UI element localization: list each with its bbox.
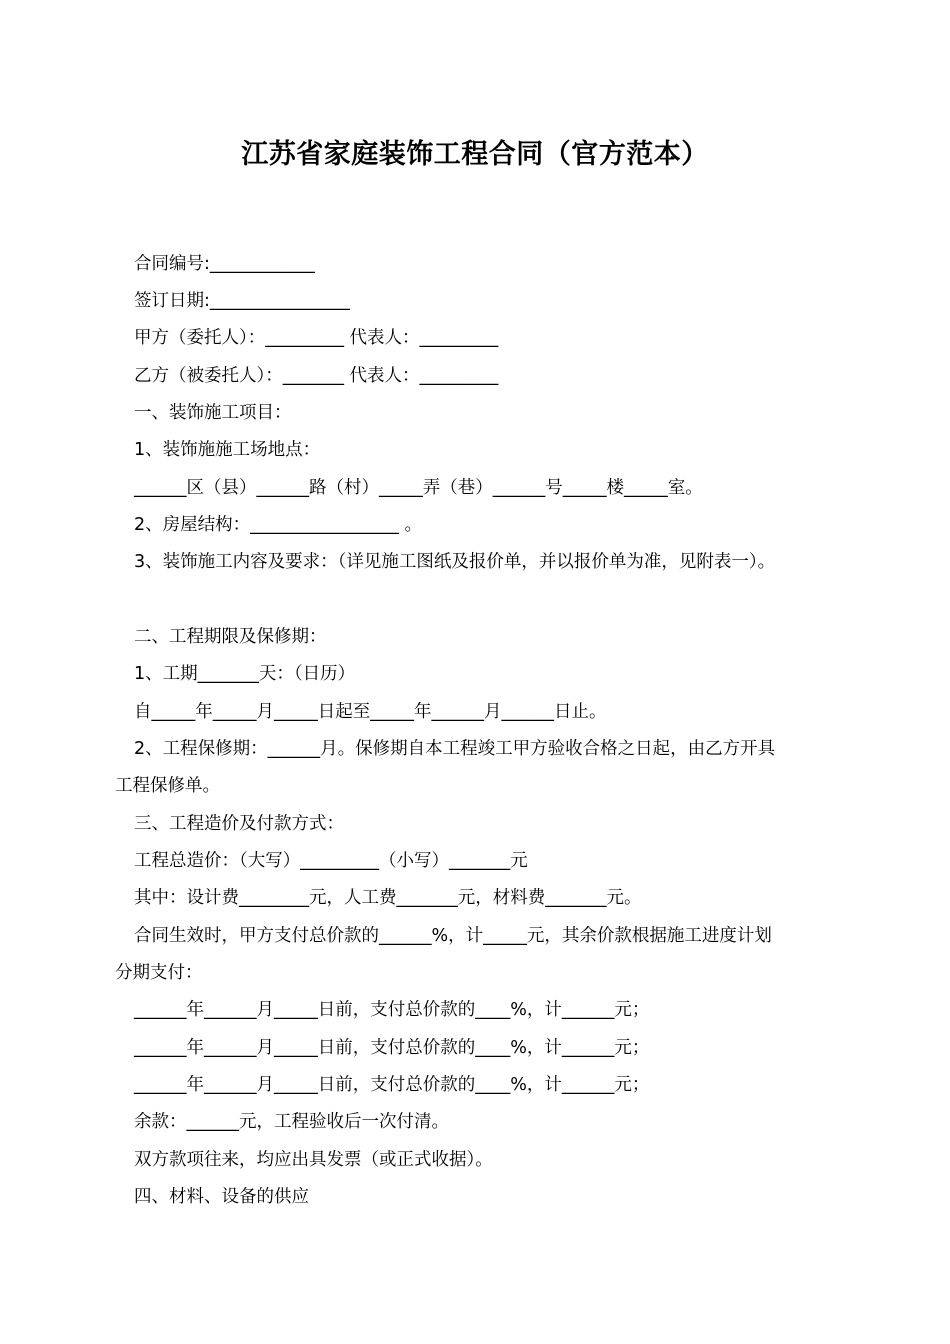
date-range-line: 自_____年_____月_____日起至_____年______月______日止。 xyxy=(134,702,607,722)
invoice-line: 双方款项往来，均应出具发票（或正式收据）。 xyxy=(134,1150,493,1170)
house-structure-line: 2、房屋结构：_________________ 。 xyxy=(134,515,422,535)
warranty-line: 2、工程保修期：______月。保修期自本工程竣工甲方验收合格之日起，由乙方开具 xyxy=(134,739,776,759)
party-a-line: 甲方（委托人）：_________ 代表人：_________ xyxy=(134,328,499,348)
party-b-line: 乙方（被委托人）：_______ 代表人：_________ xyxy=(134,366,499,386)
section-3-heading: 三、工程造价及付款方式： xyxy=(134,814,344,834)
site-location-line: 1、装饰施施工场地点： xyxy=(134,440,321,460)
construction-content-line: 3、装饰施工内容及要求：（详见施工图纸及报价单，并以报价单为准，见附表一）。 xyxy=(134,552,776,572)
section-1-heading: 一、装饰施工项目： xyxy=(134,403,292,423)
installment-line: ______年______月_____日前，支付总价款的____%，计______元； xyxy=(134,1075,650,1095)
installment-line: ______年______月_____日前，支付总价款的____%，计______元； xyxy=(134,1000,650,1020)
balance-line: 余款：______元，工程验收后一次付清。 xyxy=(134,1112,449,1132)
installment-line: ______年______月_____日前，支付总价款的____%，计______元； xyxy=(134,1038,650,1058)
address-line: ______区（县）______路（村）_____弄（巷）______号_____楼_____室。 xyxy=(134,478,703,498)
cost-breakdown-line: 其中：设计费________元，人工费_______元，材料费_______元。 xyxy=(134,888,642,908)
initial-payment-line-cont: 分期支付： xyxy=(115,963,203,983)
document-title: 江苏省家庭装饰工程合同（官方范本） xyxy=(241,139,709,170)
duration-line: 1、工期_______天：（日历） xyxy=(134,664,356,684)
contract-number-line: 合同编号:____________ xyxy=(134,254,315,274)
warranty-line-cont: 工程保修单。 xyxy=(115,776,220,796)
signing-date-line: 签订日期:________________ xyxy=(134,291,350,311)
section-2-heading: 二、工程期限及保修期： xyxy=(134,627,327,647)
section-4-heading: 四、材料、设备的供应 xyxy=(134,1187,309,1207)
total-price-line: 工程总造价：（大写）_________（小写）_______元 xyxy=(134,851,528,871)
initial-payment-line: 合同生效时，甲方支付总价款的______%，计_____元，其余价款根据施工进度计划 xyxy=(134,926,772,946)
